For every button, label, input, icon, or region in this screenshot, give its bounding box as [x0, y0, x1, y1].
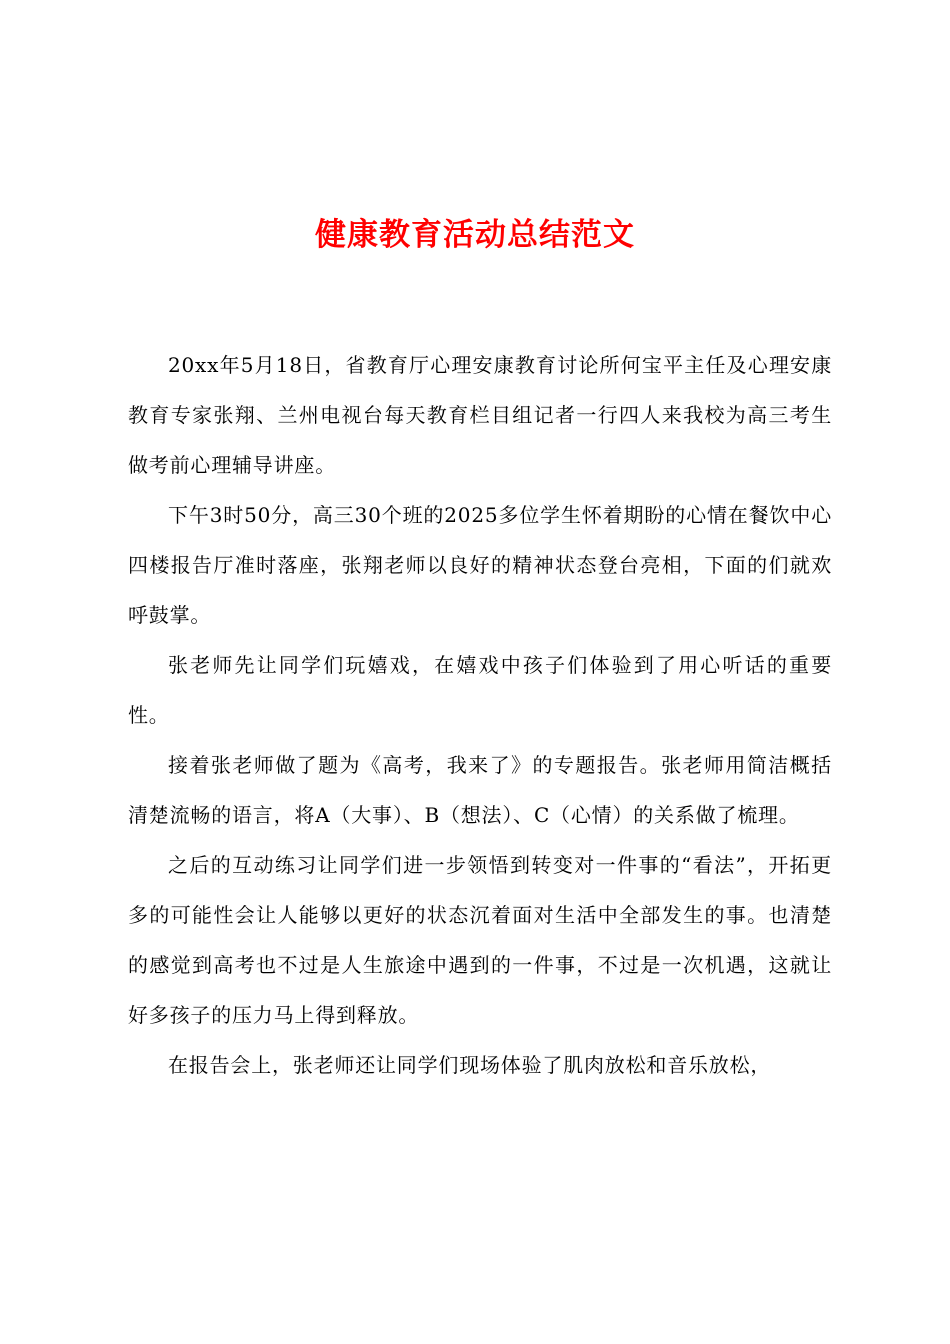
document-body — [128, 340, 832, 1090]
paragraph: 20xx年5月18日，省教育厅心理安康教育讨论所何宝平主任及心理安康教育专家张翔、兰州电视台每天教育栏目组记者一行四人来我校为高三考生做考前心理辅导讲座。 — [128, 353, 832, 477]
paragraph: 张老师先让同学们玩嬉戏，在嬉戏中孩子们体验到了用心听话的重要性。 — [128, 653, 832, 727]
paragraph: 之后的互动练习让同学们进一步领悟到转变对一件事的“看法”，开拓更多的可能性会让人能够以更好的状态沉着面对生活中全部发生的事。也清楚的感觉到高考也不过是人生旅途中遇到的一件事，不过是一次机遇，这就让好多孩子的压力马上得到释放。 — [128, 853, 832, 1027]
paragraph: 在报告会上，张老师还让同学们现场体验了肌肉放松和音乐放松， — [168, 1053, 772, 1077]
paragraph: 接着张老师做了题为《高考，我来了》的专题报告。张老师用简洁概括清楚流畅的语言，将A（大事）、B（想法）、C（心情）的关系做了梳理。 — [128, 753, 832, 827]
document-title: 健康教育活动总结范文 — [315, 217, 635, 253]
paragraph: 下午3时50分，高三30个班的2025多位学生怀着期盼的心情在餐饮中心四楼报告厅准时落座，张翔老师以良好的精神状态登台亮相，下面的们就欢呼鼓掌。 — [128, 503, 832, 627]
